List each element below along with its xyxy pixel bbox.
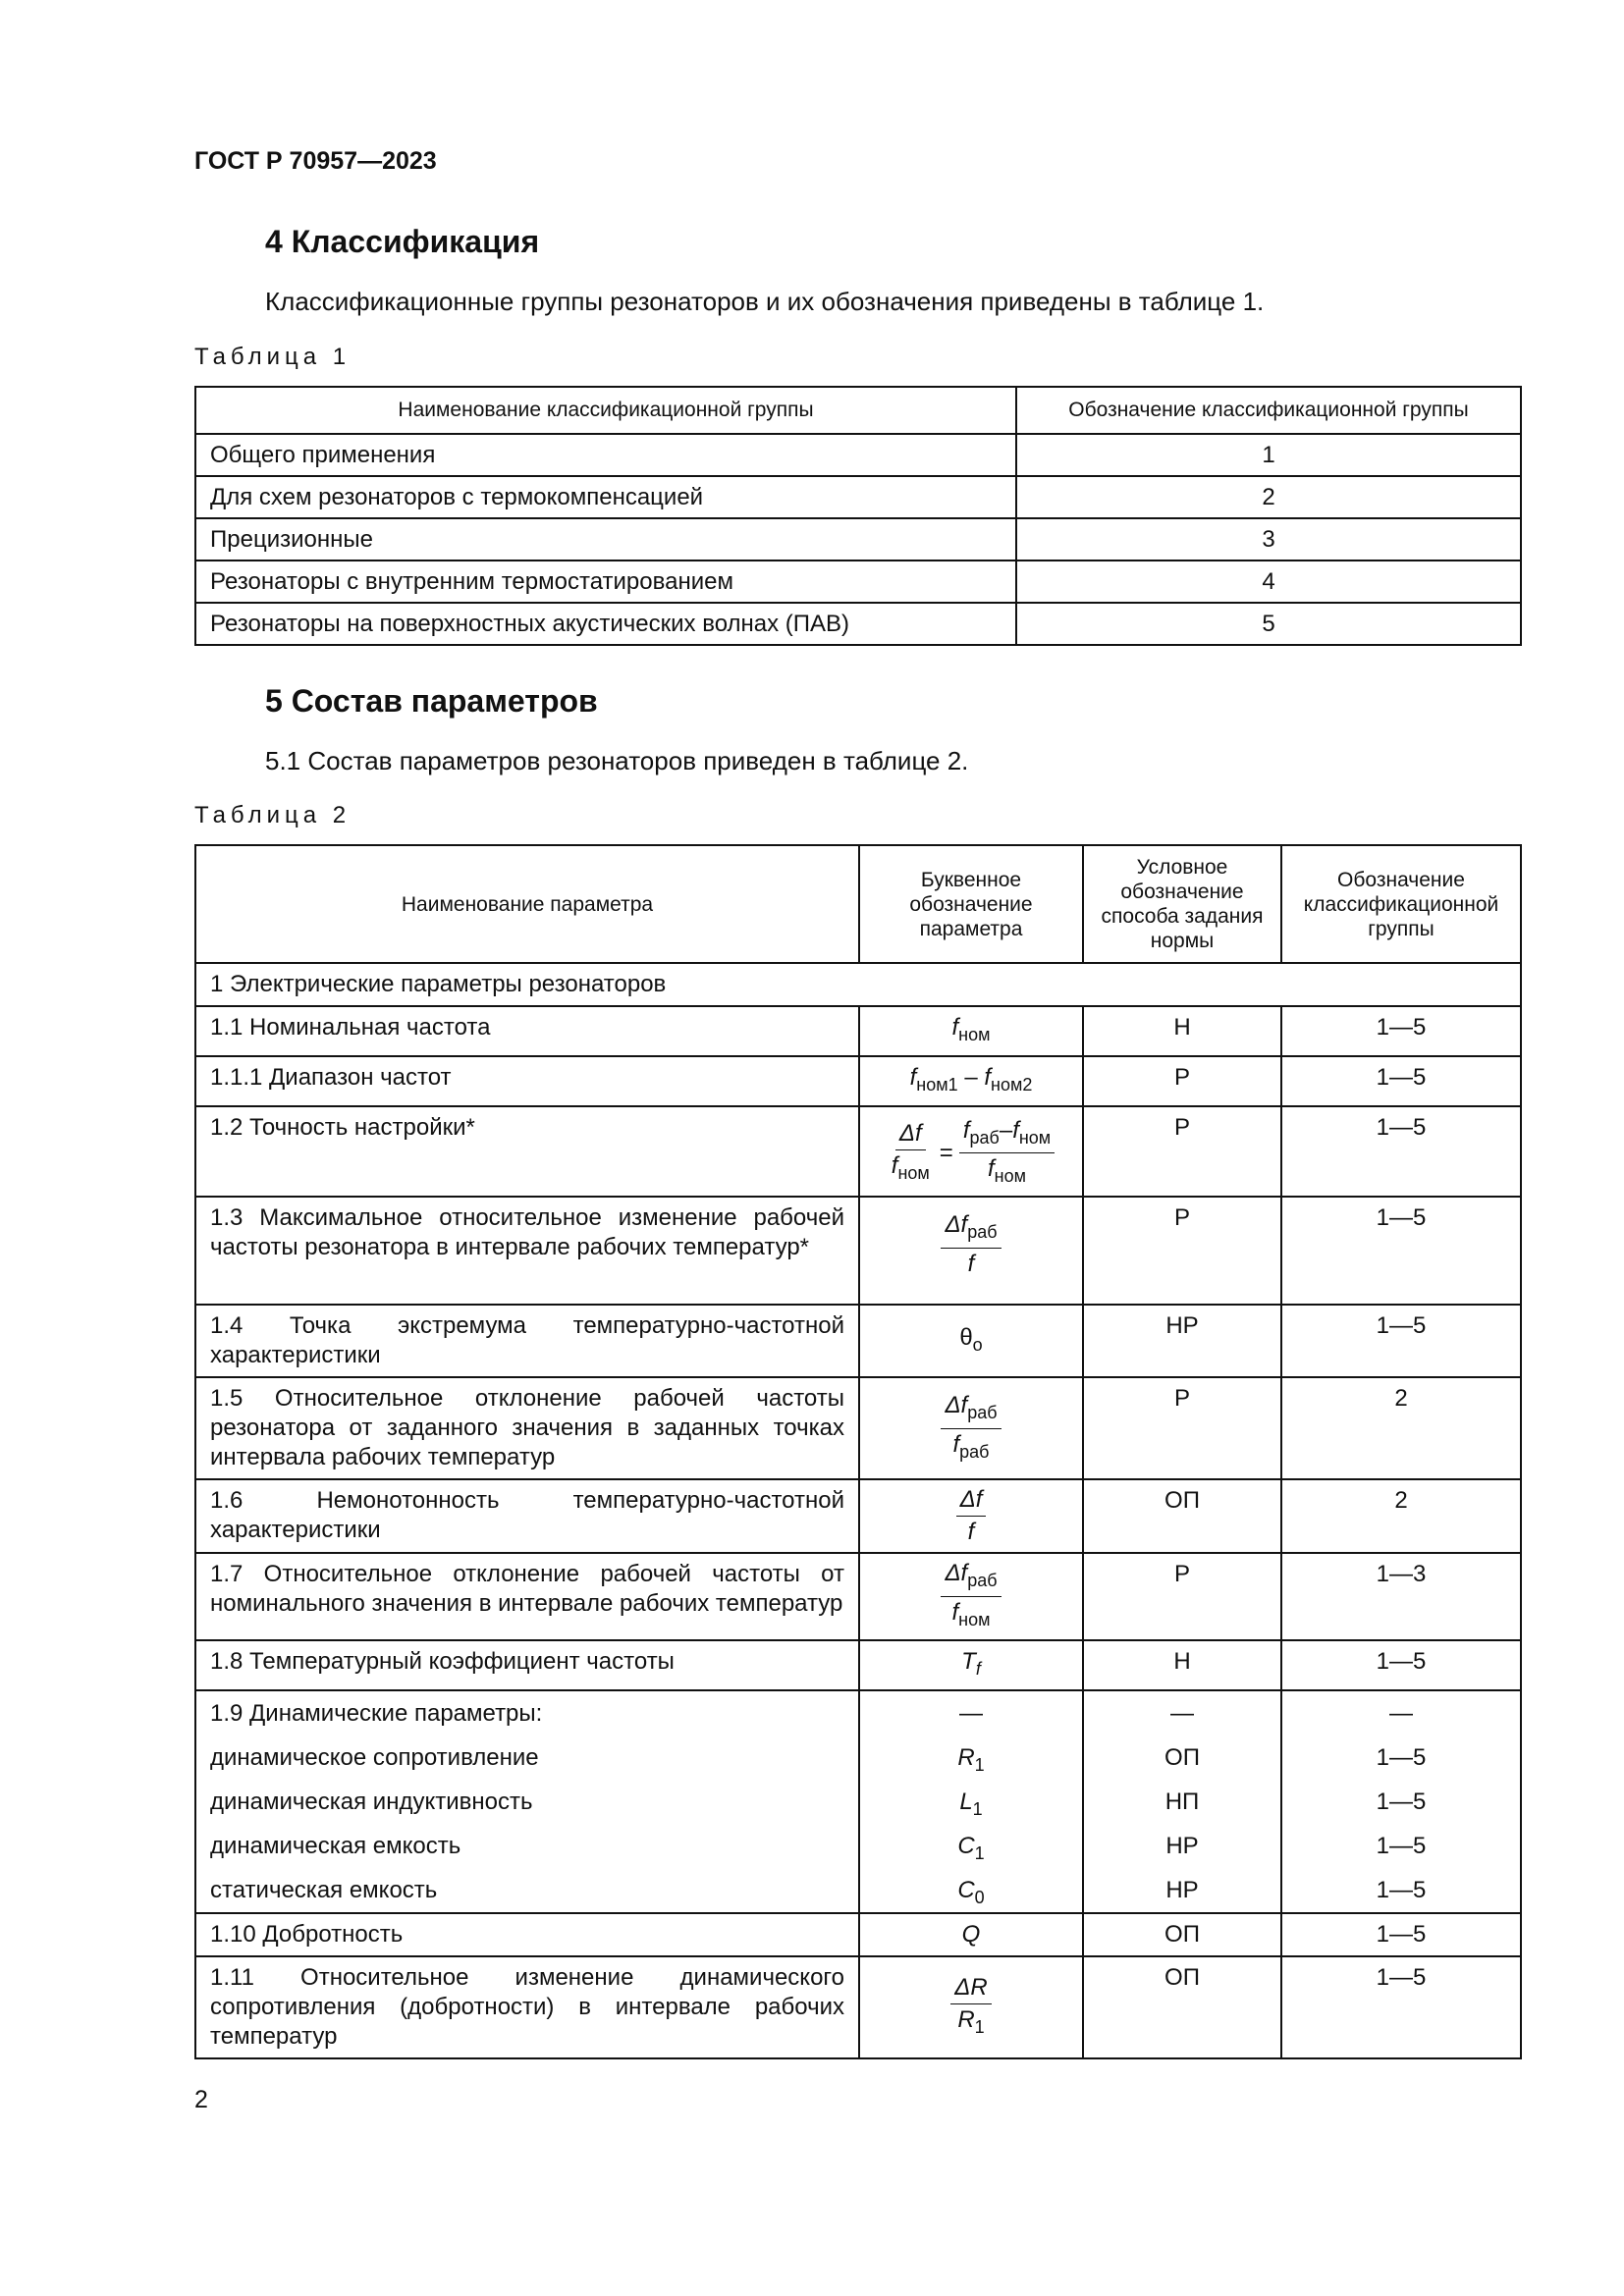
symbol-base: f (962, 1116, 970, 1144)
fraction-numerator (941, 1392, 1001, 1429)
symbol-base: f (951, 1598, 959, 1626)
group-cell: 1—5 (1281, 1056, 1521, 1106)
symbol-sub: раб (967, 1570, 998, 1590)
dynamic-item-name: динамическое сопротивление (210, 1743, 539, 1771)
symbol-sub: ном (1018, 1127, 1052, 1148)
param-symbol-cell (859, 1640, 1083, 1690)
group-cell: 1—3 (1281, 1553, 1521, 1640)
norm-cell (1083, 1690, 1281, 1913)
symbol-sub: 1 (972, 1798, 983, 1819)
param-name-cell: 1.10 Добротность (195, 1913, 859, 1956)
fraction (941, 1392, 1001, 1466)
symbol-base: f (891, 1152, 898, 1179)
param-name-cell: 1.1.1 Диапазон частот (195, 1056, 859, 1106)
table-group-row (195, 963, 1521, 1006)
symbol-sub: ном2 (991, 1074, 1033, 1095)
group-cell: 1—5 (1281, 1006, 1521, 1056)
symbol-sub: раб (967, 1221, 998, 1242)
table-row (195, 1377, 1521, 1479)
dynamic-item-symbol: — (959, 1699, 983, 1727)
symbol-base: Δf (945, 1560, 968, 1587)
fraction (941, 1560, 1001, 1633)
group-cell: 2 (1281, 1377, 1521, 1479)
table-row (195, 1956, 1521, 2058)
group-name-cell: Резонаторы с внутренним термостатированием (195, 561, 1016, 603)
symbol-base: Δf (945, 1211, 968, 1239)
table-row (195, 1106, 1521, 1198)
classification-table (194, 386, 1522, 646)
symbol-base: f (909, 1063, 917, 1091)
equals-sign: = (939, 1139, 953, 1166)
group-code-cell: 5 (1016, 603, 1521, 645)
symbol-base: L (959, 1788, 973, 1815)
group-name-cell: Для схем резонаторов с термокомпенсацией (195, 476, 1016, 518)
dynamic-item-symbol (874, 1868, 1068, 1912)
section-5-title: 5 Состав параметров (265, 683, 598, 719)
symbol-sub: 0 (974, 1887, 985, 1907)
group-code-cell: 3 (1016, 518, 1521, 561)
group-code-cell: 4 (1016, 561, 1521, 603)
group-cell: 1—5 (1281, 1305, 1521, 1377)
param-symbol-cell (859, 1106, 1083, 1198)
fraction-denominator (953, 2004, 988, 2041)
header-cell: Буквенное обозначение параметра (859, 845, 1083, 963)
param-symbol-cell (859, 1553, 1083, 1640)
param-symbol-cell (859, 1305, 1083, 1377)
dynamic-item-symbol (874, 1780, 1068, 1824)
group-cell: 1—5 (1281, 1197, 1521, 1305)
section-4-text: Классификационные группы резонаторов и их обозначения приведены в таблице 1. (265, 287, 1265, 316)
dynamic-item-group: 1—5 (1376, 1876, 1427, 1903)
header-cell: Обозначение классификационной группы (1281, 845, 1521, 963)
group-code-cell: 2 (1016, 476, 1521, 518)
table-row (195, 1479, 1521, 1553)
minus-sign: – (999, 1116, 1013, 1144)
dynamic-item-group: — (1389, 1699, 1413, 1727)
table-row (195, 1305, 1521, 1377)
table-row (195, 603, 1521, 645)
param-symbol-cell (859, 1377, 1083, 1479)
range-dash: – (964, 1063, 978, 1091)
norm-cell: Р (1083, 1553, 1281, 1640)
dynamic-item-group: 1—5 (1376, 1788, 1427, 1815)
table-row (195, 1056, 1521, 1106)
fraction-numerator (941, 1211, 1001, 1249)
param-symbol-cell (859, 1690, 1083, 1913)
table-row (195, 1553, 1521, 1640)
fraction-denominator (984, 1153, 1030, 1190)
group-cell: 1—5 (1281, 1106, 1521, 1198)
group-cell: 1—5 (1281, 1956, 1521, 2058)
dynamic-item-norm: НР (1165, 1832, 1199, 1859)
fraction-denominator (888, 1150, 934, 1187)
document-header: ГОСТ Р 70957—2023 (194, 147, 437, 175)
table-row (195, 518, 1521, 561)
symbol-base: f (984, 1063, 992, 1091)
fraction (950, 1974, 991, 2041)
symbol-sub: ном (958, 1609, 991, 1629)
table-row (195, 1913, 1521, 1956)
group-name-cell: Прецизионные (195, 518, 1016, 561)
header-cell: Условное обозначение способа задания нормы (1083, 845, 1281, 963)
fraction-numerator: Δf (956, 1486, 987, 1517)
param-name-cell: 1.3 Максимальное относительное изменение рабочей частоты резонатора в интервале рабочих температур* (195, 1197, 859, 1305)
table-2-caption: Таблица 2 (194, 802, 352, 828)
param-name-cell (195, 1690, 859, 1913)
dynamic-item-symbol (874, 1824, 1068, 1868)
table-header-row (195, 387, 1521, 434)
section-4-title: 4 Классификация (265, 224, 540, 259)
group-cell: 1—5 (1281, 1913, 1521, 1956)
norm-cell: ОП (1083, 1913, 1281, 1956)
symbol-sub: ном (897, 1162, 930, 1183)
symbol-base: C (957, 1832, 975, 1859)
fraction-numerator: ΔR (950, 1974, 991, 2004)
fraction (956, 1486, 987, 1546)
norm-cell: Н (1083, 1006, 1281, 1056)
symbol-base: R (957, 1743, 975, 1771)
dynamic-item-norm: ОП (1164, 1743, 1200, 1771)
table-row (195, 1006, 1521, 1056)
param-name-cell: 1.5 Относительное отклонение рабочей частоты резонатора от заданного значения в заданных точках интервала рабочих температур (195, 1377, 859, 1479)
table-row (195, 561, 1521, 603)
param-symbol-cell (859, 1479, 1083, 1553)
table-row (195, 1197, 1521, 1305)
group-name-cell: Общего применения (195, 434, 1016, 476)
dynamic-item-group: 1—5 (1376, 1832, 1427, 1859)
symbol-base: T (961, 1647, 976, 1675)
symbol-base: f (951, 1014, 959, 1041)
group-name-cell: Резонаторы на поверхностных акустических волнах (ПАВ) (195, 603, 1016, 645)
symbol-sub: 1 (974, 2016, 985, 2037)
dynamic-item-name: статическая емкость (210, 1876, 438, 1903)
param-name-cell: 1.1 Номинальная частота (195, 1006, 859, 1056)
param-name-cell: 1.8 Температурный коэффициент частоты (195, 1640, 859, 1690)
fraction-numerator (941, 1560, 1001, 1597)
parameters-table (194, 844, 1522, 2059)
norm-cell: Н (1083, 1640, 1281, 1690)
symbol-base: θ (959, 1323, 973, 1351)
group-code-cell: 1 (1016, 434, 1521, 476)
group-cell: 1—5 (1281, 1640, 1521, 1690)
param-name-cell: 1.4 Точка экстремума температурно-частотной характеристики (195, 1305, 859, 1377)
norm-cell: Р (1083, 1197, 1281, 1305)
param-symbol-cell (859, 1956, 1083, 2058)
symbol-sub: ном1 (916, 1074, 958, 1095)
param-symbol-cell (859, 1056, 1083, 1106)
table-1-caption: Таблица 1 (194, 344, 352, 370)
symbol-base: f (1012, 1116, 1019, 1144)
param-symbol-cell: Q (859, 1913, 1083, 1956)
table-row (195, 476, 1521, 518)
symbol-base: Δf (945, 1391, 968, 1418)
table-row (195, 434, 1521, 476)
dynamic-item-norm: НР (1165, 1876, 1199, 1903)
norm-cell: ОП (1083, 1956, 1281, 2058)
group-cell (1281, 1690, 1521, 1913)
group-cell: 2 (1281, 1479, 1521, 1553)
symbol-sub: f (975, 1658, 981, 1679)
norm-cell: Р (1083, 1056, 1281, 1106)
fraction-denominator: f (967, 1519, 975, 1546)
fraction-numerator: Δf (895, 1120, 926, 1150)
fraction (888, 1120, 934, 1187)
header-cell: Наименование классификационной группы (195, 387, 1016, 434)
table-row (195, 1690, 1521, 1913)
page-number: 2 (194, 2086, 208, 2113)
fraction-denominator (948, 1597, 995, 1633)
fraction-denominator (948, 1429, 993, 1466)
fraction (941, 1211, 1001, 1278)
param-symbol-cell (859, 1197, 1083, 1305)
dynamic-item-name: динамическая индуктивность (210, 1788, 533, 1815)
group-heading-cell: 1 Электрические параметры резонаторов (195, 963, 1521, 1006)
symbol-sub: раб (967, 1402, 998, 1422)
header-cell: Наименование параметра (195, 845, 859, 963)
fraction (959, 1117, 1055, 1191)
fraction-denominator: f (967, 1250, 975, 1277)
dynamic-item-symbol (874, 1735, 1068, 1780)
symbol-base: f (988, 1155, 995, 1183)
param-symbol-cell (859, 1006, 1083, 1056)
symbol-base: C (957, 1876, 975, 1903)
symbol-base: f (952, 1430, 960, 1458)
symbol-sub: раб (959, 1441, 990, 1462)
symbol-sub: 1 (974, 1842, 985, 1863)
symbol-base: R (957, 2005, 975, 2033)
dynamic-item-norm: НП (1164, 1788, 1200, 1815)
table-header-row (195, 845, 1521, 963)
symbol-sub: 1 (974, 1754, 985, 1775)
fraction-numerator (959, 1117, 1055, 1154)
norm-cell: Р (1083, 1106, 1281, 1198)
norm-cell: НР (1083, 1305, 1281, 1377)
param-name-cell: 1.7 Относительное отклонение рабочей частоты от номинального значения в интервале рабочих температур (195, 1553, 859, 1640)
norm-cell: Р (1083, 1377, 1281, 1479)
section-5-text: 5.1 Состав параметров резонаторов приведен в таблице 2. (265, 746, 969, 775)
dynamic-item-norm: — (1170, 1699, 1194, 1727)
symbol-sub: раб (969, 1127, 1000, 1148)
table-row (195, 1640, 1521, 1690)
dynamic-item-name: 1.9 Динамические параметры: (210, 1699, 543, 1727)
symbol-sub: ном (994, 1166, 1026, 1187)
symbol-sub: ном (958, 1024, 991, 1044)
dynamic-item-name: динамическая емкость (210, 1832, 461, 1859)
param-name-cell: 1.2 Точность настройки* (195, 1106, 859, 1198)
dynamic-item-group: 1—5 (1376, 1743, 1427, 1771)
param-name-cell: 1.11 Относительное изменение динамического сопротивления (добротности) в интервале рабочих температур (195, 1956, 859, 2058)
norm-cell: ОП (1083, 1479, 1281, 1553)
param-name-cell: 1.6 Немонотонность температурно-частотной характеристики (195, 1479, 859, 1553)
symbol-sub: o (972, 1334, 983, 1355)
header-cell: Обозначение классификационной группы (1016, 387, 1521, 434)
